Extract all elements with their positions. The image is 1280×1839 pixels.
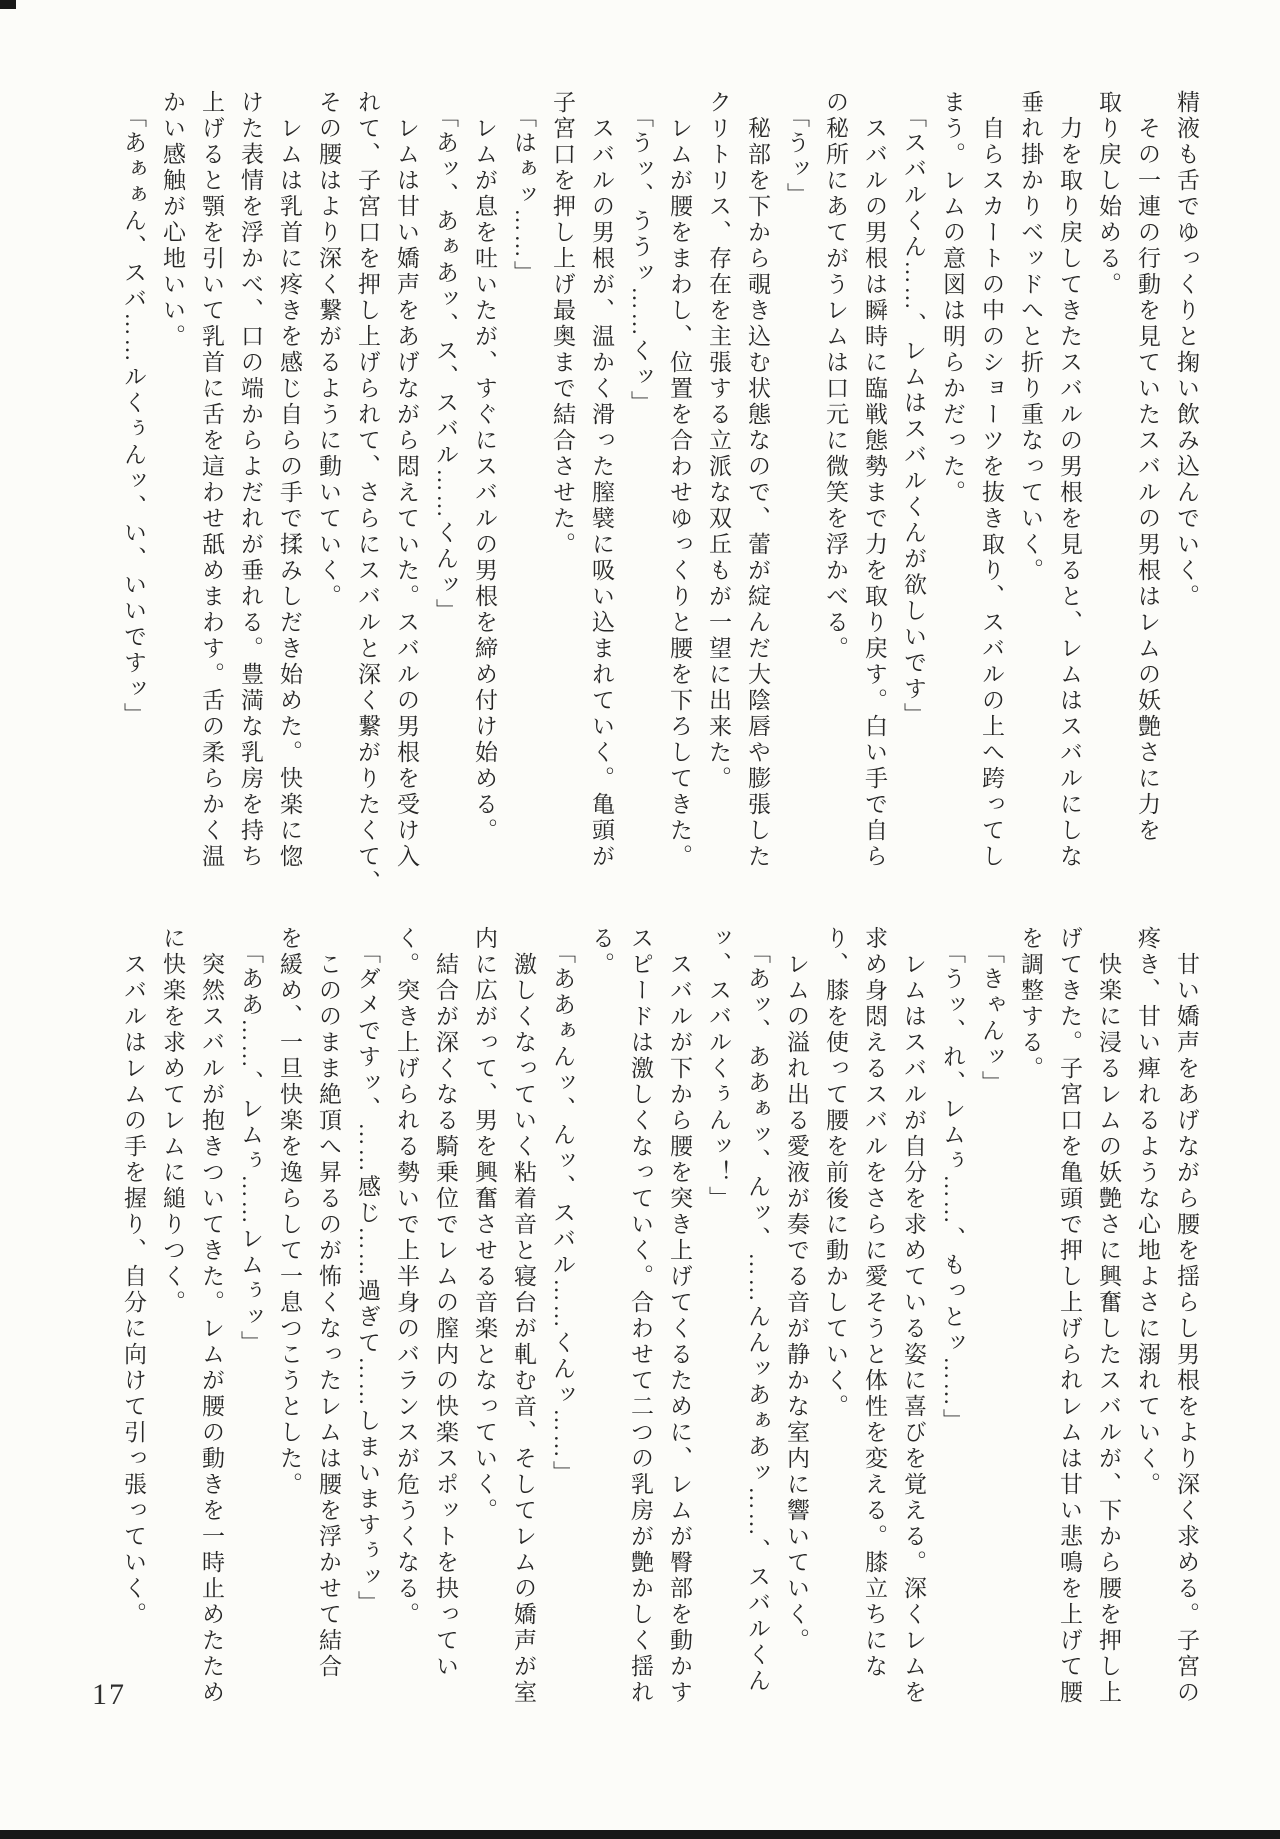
text-line: スバルの男根が、温かく滑った膣襞に吸い込まれていく。亀頭が [589,90,614,870]
text-line: 疼き、甘い痺れるような心地よさに溺れていく。 [1135,926,1160,1498]
text-line: 結合が深くなる騎乗位でレムの膣内の快楽スポットを抉ってい [433,926,458,1680]
text-line: 力を取り戻してきたスバルの男根を見ると、レムはスバルにしな [1057,90,1082,870]
text-line: れて、子宮口を押し上げられて、さらにスバルと深く繋がりたくて、 [355,90,380,896]
scan-edge-artifact [0,1830,1280,1839]
text-line: スバルの男根は瞬時に臨戦態勢まで力を取り戻す。白い手で自ら [862,90,887,870]
text-line: 内に広がって、男を興奮させる音楽となっていく。 [472,926,497,1524]
text-line: 自らスカートの中のショーツを抜き取り、スバルの上へ跨ってし [979,90,1004,870]
text-line: クリトリス、存在を主張する立派な双丘もが一望に出来た。 [706,90,731,792]
text-line: その一連の行動を見ていたスバルの男根はレムの妖艶さに力を [1135,90,1160,844]
text-line: レムが息を吐いたが、すぐにスバルの男根を締め付け始める。 [472,90,497,844]
text-line: げてきた。子宮口を亀頭で押し上げられレムは甘い悲鳴を上げて腰 [1057,926,1082,1706]
text-line: り、膝を使って腰を前後に動かしていく。 [823,926,848,1420]
text-line: けた表情を浮かべ、口の端からよだれが垂れる。豊満な乳房を持ち [238,90,263,870]
text-line: 「ああぁんッ、んッ、スバル……くんッ……」 [550,926,575,1487]
text-line: 取り戻し始める。 [1096,90,1121,298]
text-line: レムの溢れ出る愛液が奏でる音が静かな室内に響いていく。 [784,926,809,1654]
text-line: 快楽に浸るレムの妖艶さに興奮したスバルが、下から腰を押し上 [1096,926,1121,1706]
text-line: 激しくなっていく粘着音と寝台が軋む音、そしてレムの嬌声が室 [511,926,536,1706]
text-line: 秘部を下から覗き込む状態なので、蕾が綻んだ大陰唇や膨張した [745,90,770,870]
text-line: る。 [589,926,614,978]
text-line: 「うッ、れ、レムぅ……、もっとッ……」 [940,926,965,1435]
text-line: 「スバルくん……、レムはスバルくんが欲しいです」 [901,90,926,729]
text-line: その腰はより深く繋がるように動いていく。 [316,90,341,610]
text-line: スピードは激しくなっていく。合わせて二つの乳房が艶かしく揺れ [628,926,653,1706]
text-line: 上げると顎を引いて乳首に舌を這わせ舐めまわす。舌の柔らかく温 [199,90,224,870]
scan-corner-artifact [0,0,16,9]
text-line: 「あぁぁん、スバ……ルくぅんッ、い、いいですッ」 [121,90,146,729]
text-line: 子宮口を押し上げ最奥まで結合させた。 [550,90,575,558]
text-line: く。突き上げられる勢いで上半身のバランスが危うくなる。 [394,926,419,1628]
text-line: を緩め、一旦快楽を逸らして一息つこうとした。 [277,926,302,1498]
text-line: 突然スバルが抱きついてきた。レムが腰の動きを一時止めたため [199,926,224,1706]
text-line: 「きゃんッ」 [979,926,1004,1097]
text-line: 「うッ、ううッ……くッ」 [628,90,653,417]
text-line: まう。レムの意図は明らかだった。 [940,90,965,506]
text-line: スバルが下から腰を突き上げてくるために、レムが臀部を動かす [667,926,692,1706]
text-line: ッ、スバルくぅんッ！」 [706,926,731,1212]
text-line: 「うッ」 [784,90,809,209]
text-line: レムは甘い嬌声をあげながら悶えていた。スバルの男根を受け入 [394,90,419,870]
text-line: かい感触が心地いい。 [160,90,185,350]
text-line: 「はぁッ……」 [511,90,536,287]
text-line: レムはスバルが自分を求めている姿に喜びを覚える。深くレムを [901,926,926,1706]
text-line: 「ダメですッ、……感じ……過ぎて……しまいますぅッ」 [355,926,380,1617]
text-line: を調整する。 [1018,926,1043,1082]
text-line: こののまま絶頂へ昇るのが怖くなったレムは腰を浮かせて結合 [316,926,341,1680]
text-line: に快楽を求めてレムに縋りつく。 [160,926,185,1316]
text-line: 垂れ掛かりベッドへと折り重なっていく。 [1018,90,1043,584]
text-line: レムは乳首に疼きを感じ自らの手で揉みしだき始めた。快楽に惚 [277,90,302,870]
text-line: 求め身悶えるスバルをさらに愛そうと体性を変える。膝立ちにな [862,926,887,1680]
text-line: 「ああ……、レムぅ……レムぅッ」 [238,926,263,1357]
text-line: 「あッ、ああぁッ、んッ、……んんッあぁあッ……、スバルくん [745,926,770,1695]
text-line: 甘い嬌声をあげながら腰を揺らし男根をより深く求める。子宮の [1174,926,1199,1706]
text-block-bottom [114,926,1206,1720]
text-line: スバルはレムの手を握り、自分に向けて引っ張っていく。 [121,926,146,1628]
text-line: 「あッ、あぁあッ、ス、スバル……くんッ」 [433,90,458,625]
text-line: 精液も舌でゆっくりと掬い飲み込んでいく。 [1174,90,1199,610]
text-line: レムが腰をまわし、位置を合わせゆっくりと腰を下ろしてきた。 [667,90,692,870]
text-line: の秘所にあてがうレムは口元に微笑を浮かべる。 [823,90,848,662]
page-number: 17 [92,1678,126,1711]
text-block-top [114,90,1206,908]
